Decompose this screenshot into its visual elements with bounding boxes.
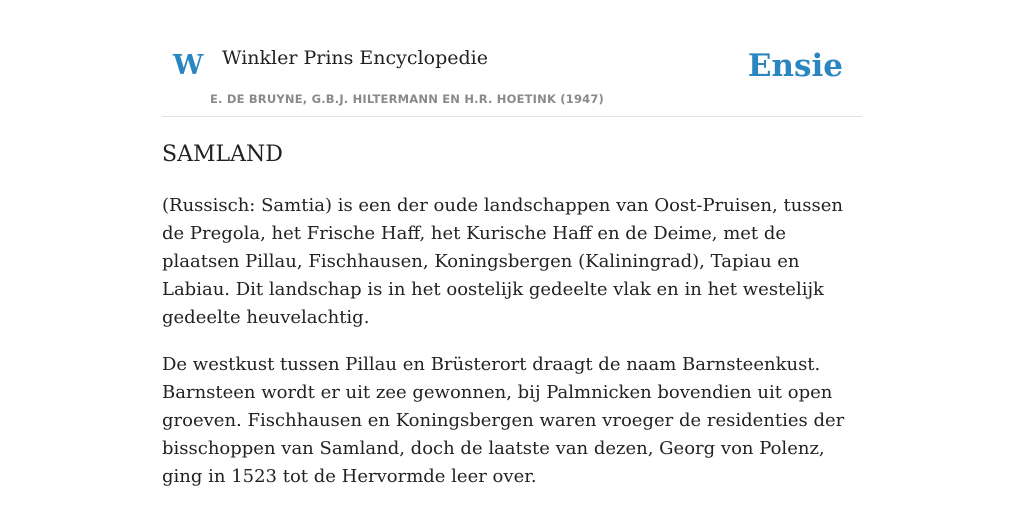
- article-headword: SAMLAND: [162, 142, 283, 167]
- article-paragraph: (Russisch: Samtia) is een der oude landschappen van Oost-Pruisen, tussen de Pregola, het Frische Haff, het Kurische Haff en de Deime, met de plaatsen Pillau, Fischhausen, Koningsbergen (Kaliningrad), Tapiau en Labiau. Dit landschap is in het oostelijk gedeelte vlak en in het westelijk gedeelte heuvelachtig.: [162, 195, 844, 328]
- source-header: [162, 40, 862, 117]
- brand-logo-link[interactable]: Ensie: [747, 48, 843, 84]
- article: [162, 140, 862, 510]
- source-title[interactable]: Winkler Prins Encyclopedie: [222, 47, 488, 69]
- source-authors: E. DE BRUYNE, G.B.J. HILTERMANN EN H.R. HOETINK (1947): [210, 92, 605, 106]
- source-logo: W: [173, 50, 204, 81]
- article-paragraph: De westkust tussen Pillau en Brüsterort draagt de naam Barnsteenkust. Barnsteen wordt er uit zee gewonnen, bij Palmnicken bovendien uit open groeven. Fischhausen en Koningsbergen waren vroeger de residenties der bisschoppen van Samland, doch de laatste van dezen, Georg von Polenz, ging in 1523 tot de Hervormde leer over.: [162, 354, 845, 487]
